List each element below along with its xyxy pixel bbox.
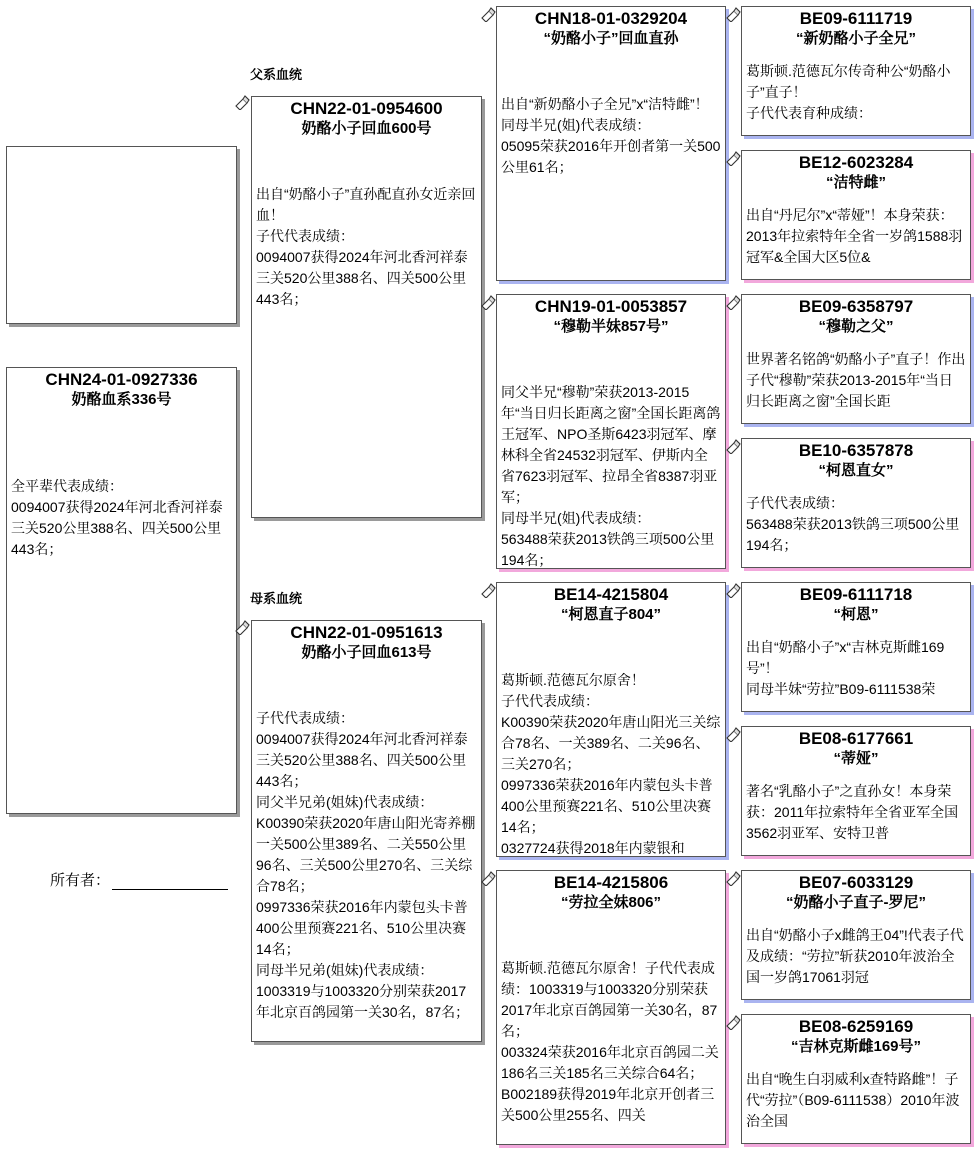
g3-card (741, 582, 971, 712)
desc-line: 出自“晚生白羽威利x查特路雌”！子代“劳拉”（B09-6111538）2010年波治全国 (746, 1071, 960, 1129)
dam-card (251, 620, 482, 1042)
sire-dam-ring-number: CHN19-01-0053857 (534, 297, 688, 316)
g3-name: “奶酪小子直子-罗尼” (786, 894, 926, 911)
pen-icon[interactable] (480, 294, 496, 310)
desc-line: 563488荣获2013铁鸽三项500公里194名； (746, 516, 960, 553)
desc-line: 出自“丹尼尔”x“蒂娅”！本身荣获：2013年拉索特年全省一岁鸽1588羽冠军&全国大区5位& (746, 207, 963, 265)
desc-line: 05095荣获2016年开创者第一关500公里61名； (501, 138, 721, 175)
pen-icon[interactable] (725, 1014, 741, 1030)
owner-signature-line[interactable] (112, 875, 228, 890)
g3-card (741, 294, 971, 424)
sire-dam-name: “穆勒半妹857号” (553, 318, 669, 335)
desc-line: 1003319与1003320分别荣获2017年北京百鸽园第一关30名，87名； (256, 983, 470, 1020)
desc-line: 著名“乳酪小子”之直孙女！本身荣获：2011年拉索特年全省亚军全国3562羽亚军、安特卫普 (746, 783, 959, 841)
g3-card (741, 150, 971, 280)
pen-icon[interactable] (234, 94, 250, 110)
dam-dam-description (497, 958, 725, 1126)
sire-dam-description (497, 382, 725, 569)
dam-sire-description (497, 670, 725, 857)
desc-line: 0094007获得2024年河北香河祥泰三关520公里388名、四关500公里443名； (256, 249, 468, 307)
g3-name: “新奶酪小子全兄” (795, 30, 916, 47)
dam-dam-name: “劳拉全妹806” (560, 894, 662, 911)
sire-ring-number: CHN22-01-0954600 (290, 99, 443, 118)
g3-name: “吉林克斯雌169号” (790, 1038, 922, 1055)
desc-line: 0094007获得2024年河北香河祥泰三关520公里388名、四关500公里443名； (256, 731, 468, 789)
desc-line: 葛斯顿.范德瓦尔原舍！ (501, 672, 645, 688)
desc-line: 子代代表成绩： (256, 228, 354, 244)
desc-line: 0997336荣获2016年内蒙包头卡普400公里预赛221名、510公里决赛14名； (501, 777, 713, 835)
desc-line: 出自“奶酪小子”直孙配直孙女近亲回血！ (256, 186, 476, 223)
g3-ring-number: BE10-6357878 (798, 441, 914, 460)
g3-description (742, 1069, 970, 1132)
desc-line: 0094007获得2024年河北香河祥泰三关520公里388名、四关500公里443名； (11, 499, 223, 557)
desc-line: 子代代表成绩： (746, 495, 844, 511)
dam-sire-ring-number: BE14-4215804 (553, 585, 669, 604)
pen-icon[interactable] (480, 582, 496, 598)
dam-sire-name: “柯恩直子804” (560, 606, 662, 623)
pen-icon[interactable] (480, 870, 496, 886)
sire-sire-name: “奶酪小子”回血直孙 (543, 30, 679, 47)
g3-ring-number: BE12-6023284 (798, 153, 914, 172)
subject-card (6, 367, 237, 814)
pen-icon[interactable] (725, 726, 741, 742)
desc-line: 同父半兄弟(姐妹)代表成绩： (256, 794, 434, 810)
desc-line: 同母半兄(姐)代表成绩： (501, 117, 651, 133)
g3-description (742, 493, 970, 556)
g3-name: “洁特雌” (825, 174, 886, 191)
desc-line: 0327724获得2018年内蒙银和 (501, 840, 685, 856)
pen-icon[interactable] (725, 582, 741, 598)
pen-icon[interactable] (725, 294, 741, 310)
desc-line: 同母半妹“劳拉”B09-6111538荣 (746, 681, 936, 697)
pen-icon[interactable] (725, 6, 741, 22)
g3-description (742, 781, 970, 844)
dam-name: 奶酪小子回血613号 (301, 644, 432, 661)
sire-dam-card (496, 294, 726, 569)
g3-description (742, 205, 970, 268)
desc-line: B002189获得2019年北京开创者三关500公里255名、四关 (501, 1086, 715, 1123)
g3-ring-number: BE07-6033129 (798, 873, 914, 892)
desc-line: 同父半兄“穆勒”荣获2013-2015年“当日归长距离之窗”全国长距离鸽王冠军、NPO圣斯6423羽冠军、摩林科全省24532羽冠军、伊斯内全省7623羽冠军、拉昂全省8387羽亚军； (501, 384, 721, 505)
sire-name: 奶酪小子回血600号 (301, 120, 432, 137)
desc-line: 葛斯顿.范德瓦尔原舍！子代代表成绩：1003319与1003320分别荣获2017年北京百鸽园第一关30名，87名； (501, 960, 718, 1039)
g3-description (742, 61, 970, 124)
desc-line: 世界著名铭鸽“奶酪小子”直子！作出子代“穆勒”荣获2013-2015年“当日归长距离之窗”全国长距 (746, 351, 966, 409)
g3-name: “穆勒之父” (818, 318, 894, 335)
dam-section-label: 母系血统 (250, 591, 303, 606)
sire-card (251, 96, 482, 518)
owner-field (50, 869, 228, 890)
pen-icon[interactable] (725, 870, 741, 886)
desc-line: 0997336荣获2016年内蒙包头卡普400公里预赛221名、510公里决赛14名； (256, 899, 468, 957)
dam-dam-ring-number: BE14-4215806 (553, 873, 669, 892)
sire-sire-ring-number: CHN18-01-0329204 (534, 9, 688, 28)
dam-ring-number: CHN22-01-0951613 (290, 623, 443, 642)
g3-ring-number: BE09-6111718 (799, 585, 913, 604)
g3-card (741, 870, 971, 1000)
desc-line: 出自“奶酪小子x雌鸽王04”!代表子代及成绩：“劳拉”斩获2010年波治全国一岁鸽17061羽冠 (746, 927, 964, 985)
g3-ring-number: BE08-6259169 (798, 1017, 914, 1036)
subject-description (7, 476, 236, 560)
desc-line: 全平辈代表成绩： (11, 478, 123, 494)
desc-line: 同母半兄弟(姐妹)代表成绩： (256, 962, 434, 978)
dam-description (252, 708, 481, 1023)
g3-name: “蒂娅” (833, 750, 879, 767)
g3-ring-number: BE09-6111719 (799, 9, 913, 28)
g3-card (741, 726, 971, 856)
desc-line: 子代代表成绩： (256, 710, 354, 726)
desc-line: K00390荣获2020年唐山阳光寄养棚一关500公里389名、二关550公里96名、三关500公里270名、三关综合78名； (256, 815, 476, 894)
g3-card (741, 1014, 971, 1144)
sire-sire-card (496, 6, 726, 281)
g3-description (742, 349, 970, 412)
dam-dam-card (496, 870, 726, 1145)
sire-description (252, 184, 481, 310)
pen-icon[interactable] (725, 150, 741, 166)
dam-sire-card (496, 582, 726, 857)
desc-line: K00390荣获2020年唐山阳光三关综合78名、一关389名、二关96名、三关270名； (501, 714, 721, 772)
desc-line: 出自“奶酪小子”x“吉林克斯雌169号”！ (746, 639, 945, 676)
pen-icon[interactable] (234, 619, 250, 635)
desc-line: 子代代表成绩： (501, 693, 599, 709)
sire-section-label: 父系血统 (250, 67, 303, 82)
g3-ring-number: BE09-6358797 (798, 297, 914, 316)
subject-ring-number: CHN24-01-0927336 (45, 370, 198, 389)
desc-line: 563488荣获2013铁鸽三项500公里194名； (501, 531, 715, 568)
g3-ring-number: BE08-6177661 (798, 729, 914, 748)
subject-name: 奶酪血系336号 (71, 391, 172, 408)
g3-card (741, 6, 971, 136)
pen-icon[interactable] (480, 6, 496, 22)
g3-description (742, 925, 970, 988)
photo-frame (6, 146, 237, 324)
desc-line: 子代代表育种成绩： (746, 105, 872, 121)
g3-name: “柯恩直女” (818, 462, 894, 479)
desc-line: 葛斯顿.范德瓦尔传奇种公“奶酪小子”直子！ (746, 63, 951, 100)
desc-line: 同母半兄(姐)代表成绩： (501, 510, 651, 526)
g3-name: “柯恩” (833, 606, 879, 623)
g3-card (741, 438, 971, 568)
owner-label: 所有者： (50, 872, 111, 889)
desc-line: 出自“新奶酪小子全兄”x“洁特雌”！ (501, 96, 709, 112)
sire-sire-description (497, 94, 725, 178)
desc-line: 003324荣获2016年北京百鸽园二关186名三关185名三关综合64名； (501, 1044, 719, 1081)
pen-icon[interactable] (725, 438, 741, 454)
g3-description (742, 637, 970, 700)
